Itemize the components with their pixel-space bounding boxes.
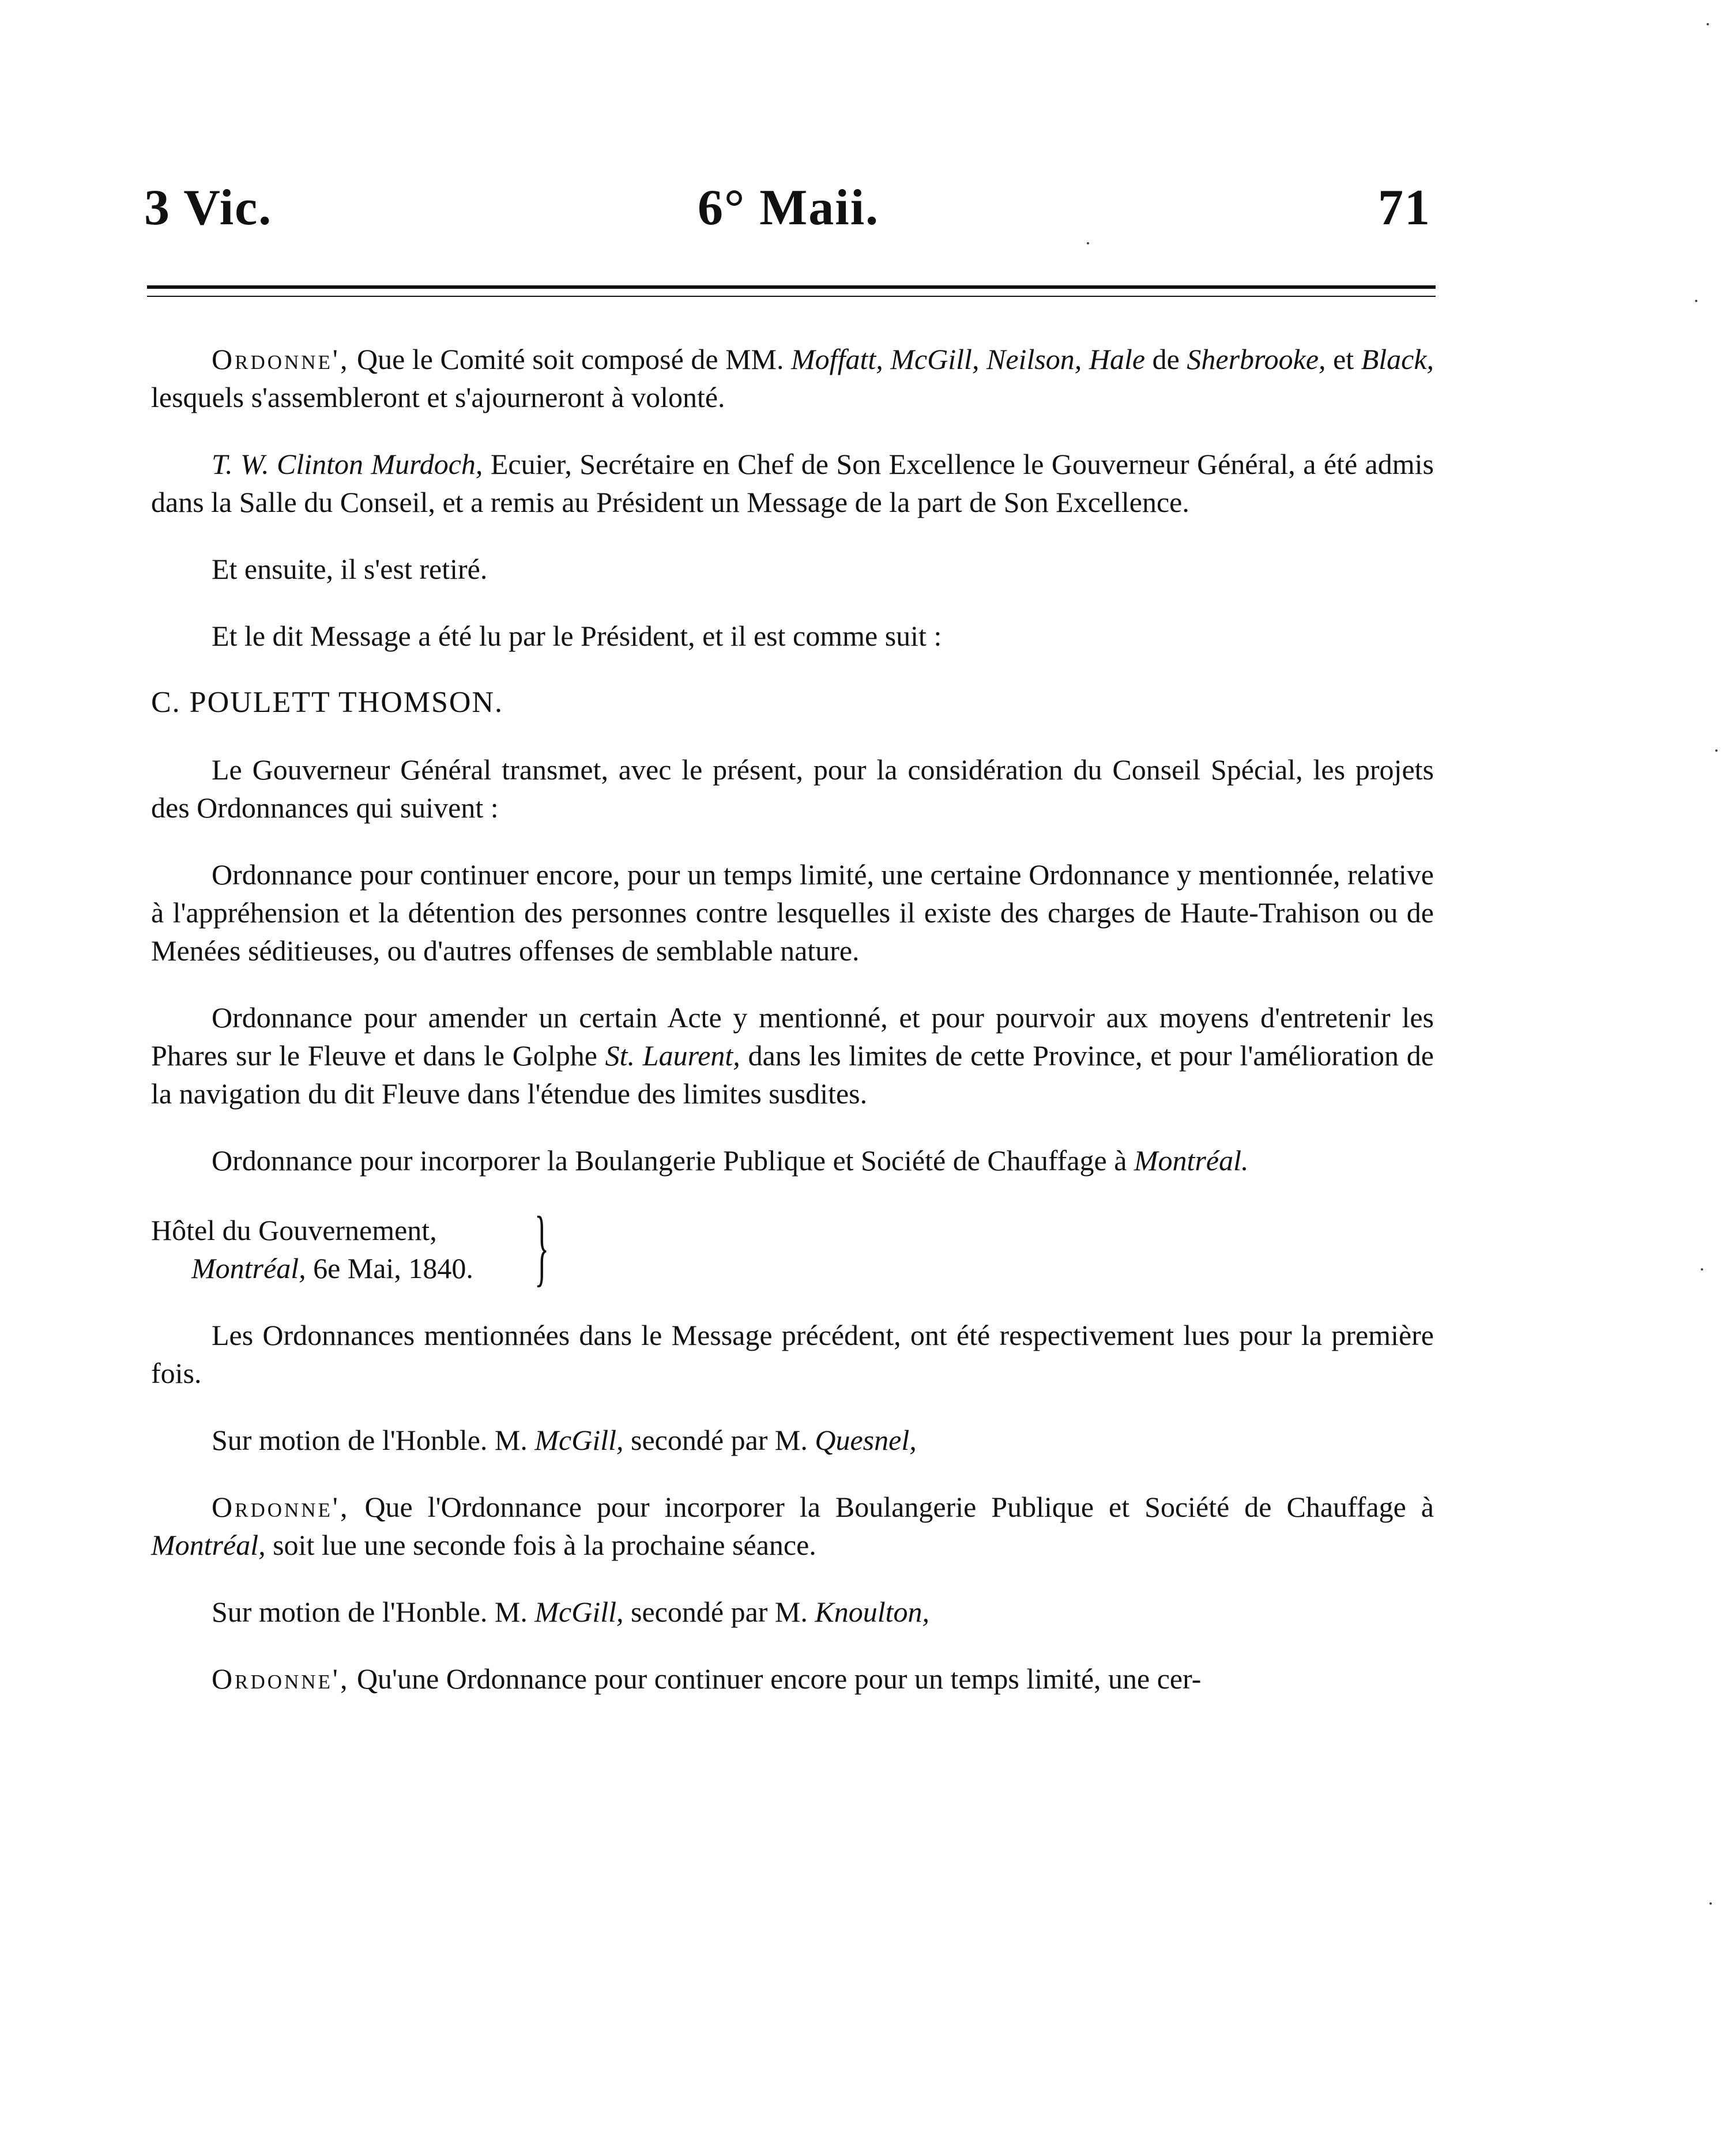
- paragraph-motion-knoulton: [151, 1593, 1434, 1631]
- place-name: Montréal,: [151, 1529, 266, 1561]
- scan-speck: [1707, 23, 1709, 25]
- page-number: 71: [1378, 180, 1431, 236]
- paragraph-motion-quesnel: [151, 1421, 1434, 1459]
- ordonne-lead: Ordonne',: [212, 1491, 350, 1523]
- dateline: [151, 1199, 1434, 1295]
- text-run: Ordonnance pour amender un certain Acte y mentionné, et pour pourvoir aux moyens d'entretenir les Phares sur le Fleuve et dans le Golphe: [151, 1001, 1434, 1072]
- scan-speck: [1087, 242, 1089, 244]
- signature-heading: C. POULETT THOMSON.: [151, 686, 504, 719]
- paragraph-final-order: [151, 1660, 1434, 1698]
- paragraph-ordinance-detention: Ordonnance pour continuer encore, pour un temps limité, une certaine Ordonnance y mentionnée, relative à l'appréhension et la détention des personnes contre lesquelles il existe des charges de Haute-Trahison ou de Menées séditieuses, ou d'autres offenses de semblable nature.: [151, 858, 1434, 967]
- member-name: Moffatt,: [791, 343, 883, 375]
- ordonne-lead: Ordonne',: [212, 1663, 350, 1695]
- paragraph-withdrew: Et ensuite, il s'est retiré.: [212, 553, 488, 585]
- paragraph-governor-transmits: Le Gouverneur Général transmet, avec le présent, pour la considération du Conseil Spécial, les projets des Ordonnances qui suivent :: [151, 753, 1434, 824]
- paragraph-ordinance-lighthouses: [151, 998, 1434, 1113]
- running-head-regnal-year: 3 Vic.: [144, 180, 273, 236]
- text-run: [979, 343, 986, 375]
- text-run: Sur motion de l'Honble. M.: [212, 1596, 535, 1628]
- member-name: Neilson,: [986, 343, 1082, 375]
- brace-glyph: }: [534, 1199, 549, 1295]
- text-run: dans les limites de cette Province, et pour l'amélioration de la navigation du dit Fleuve dans l'étendue des limites susdites.: [151, 1039, 1434, 1110]
- dateline-line-2: [151, 1249, 1434, 1287]
- text-run: [1082, 343, 1089, 375]
- text-run: de: [1145, 343, 1187, 375]
- member-name: McGill,: [534, 1424, 624, 1456]
- member-name: McGill,: [534, 1596, 624, 1628]
- running-head-date: 6° Maii.: [698, 180, 880, 236]
- text-run: Ecuier, Secrétaire en Chef de Son Excellence le Gouverneur Général, a été admis dans la Salle du Conseil, et a remis au Président un Message de la part de Son Excellence.: [151, 448, 1434, 518]
- place-name: Montréal,: [191, 1252, 306, 1284]
- text-run: Que l'Ordonnance pour incorporer la Boulangerie Publique et Société de Chauffage à: [349, 1491, 1434, 1523]
- paragraph-message-read: Et le dit Message a été lu par le Président, et il est comme suit :: [212, 620, 942, 652]
- member-name: Hale: [1089, 343, 1146, 375]
- paragraph-first-reading: Les Ordonnances mentionnées dans le Message précédent, ont été respectivement lues pour la première fois.: [151, 1319, 1434, 1389]
- place-name: St. Laurent,: [605, 1039, 740, 1072]
- header-rule-thin: [147, 296, 1436, 297]
- place-name: Montréal.: [1134, 1144, 1249, 1177]
- paragraph-second-reading-order: [151, 1488, 1434, 1564]
- paragraph-ordinance-bakery: [151, 1141, 1434, 1179]
- member-name: McGill,: [890, 343, 980, 375]
- text-run: Ordonnance pour incorporer la Boulangerie Publique et Société de Chauffage à: [212, 1144, 1134, 1177]
- text-run: et: [1325, 343, 1361, 375]
- scan-speck: [1709, 1902, 1712, 1905]
- text-run: [883, 343, 891, 375]
- page-body: [151, 340, 1434, 1698]
- member-name: Quesnel,: [815, 1424, 917, 1456]
- scan-speck: [1701, 1268, 1703, 1271]
- text-run: secondé par M.: [623, 1424, 815, 1456]
- scan-speck: [1715, 749, 1718, 752]
- dateline-date: 6e Mai, 1840.: [306, 1252, 473, 1284]
- paragraph-committee-order: [151, 340, 1434, 416]
- paragraph-secretary-admitted: [151, 445, 1434, 521]
- text-run: secondé par M.: [623, 1596, 815, 1628]
- text-run: soit lue une seconde fois à la prochaine séance.: [265, 1529, 816, 1561]
- text-run: Sur motion de l'Honble. M.: [212, 1424, 535, 1456]
- text-run: lesquels s'assembleront et s'ajourneront à volonté.: [151, 381, 725, 413]
- ordonne-lead: Ordonne',: [212, 343, 350, 375]
- secretary-name: T. W. Clinton Murdoch,: [212, 448, 483, 480]
- member-name: Black,: [1361, 343, 1434, 375]
- place-name: Sherbrooke,: [1187, 343, 1326, 375]
- scan-speck: [1695, 300, 1697, 302]
- text-run: Qu'une Ordonnance pour continuer encore pour un temps limité, une cer-: [349, 1663, 1202, 1695]
- text-run: Que le Comité soit composé de MM.: [349, 343, 792, 375]
- header-rule-thick: [147, 285, 1436, 289]
- dateline-line-1: Hôtel du Gouvernement,: [151, 1214, 437, 1246]
- member-name: Knoulton,: [815, 1596, 930, 1628]
